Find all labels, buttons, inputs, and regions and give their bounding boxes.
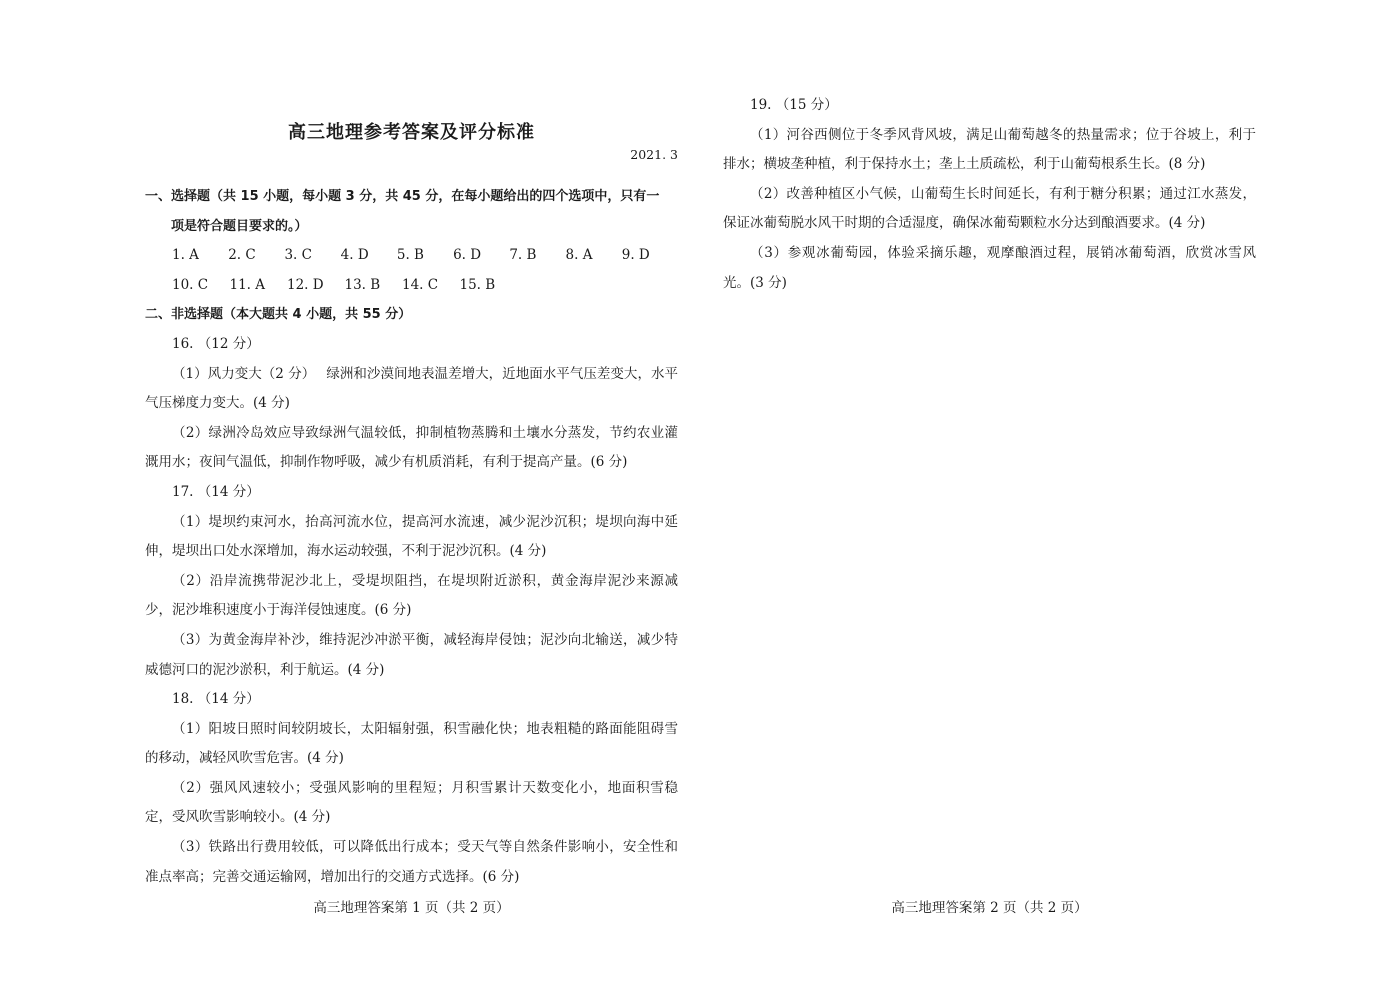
answer-item: 8. A [565,247,593,264]
question-16-answer-1: （1）风力变大（2 分） 绿洲和沙漠间地表温差增大，近地面水平气压差变大，水平气压梯度力变大。(4 分) [145,365,678,412]
answer-item: 6. D [453,247,482,264]
question-18-heading: 18. （14 分） [172,691,260,708]
page-2-body [723,91,1256,298]
answer-item: 2. C [228,247,256,264]
answer-item: 15. B [459,276,496,293]
question-18-answer-2: （2）强风风速较小；受强风影响的里程短；月积雪累计天数变化小，地面积雪稳定，受风吹雪影响较小。(4 分) [145,779,678,826]
section-1-heading-line-2: 项是符合题目要求的。） [171,218,308,234]
question-17-answer-2: （2）沿岸流携带泥沙北上，受堤坝阻挡，在堤坝附近淤积，黄金海岸泥沙来源减少，泥沙堆积速度小于海洋侵蚀速度。(6 分) [145,572,678,619]
answer-item: 9. D [621,247,650,264]
question-19-answer-2: （2）改善种植区小气候，山葡萄生长时间延长，有利于糖分积累；通过江水蒸发，保证冰葡萄脱水风干时期的合适湿度，确保冰葡萄颗粒水分达到酿酒要求。(4 分) [723,185,1256,232]
question-16-answer-2: （2）绿洲冷岛效应导致绿洲气温较低，抑制植物蒸腾和土壤水分蒸发，节约农业灌溉用水；夜间气温低，抑制作物呼吸，减少有机质消耗，有利于提高产量。(6 分) [145,424,678,471]
question-18-answer-1: （1）阳坡日照时间较阴坡长，太阳辐射强，积雪融化快；地表粗糙的路面能阻碍雪的移动，减轻风吹雪危害。(4 分) [145,720,678,767]
answer-item: 5. B [396,247,424,264]
question-18-answer-3: （3）铁路出行费用较低，可以降低出行成本；受天气等自然条件影响小，安全性和准点率高；完善交通运输网，增加出行的交通方式选择。(6 分) [145,839,678,885]
section-1-heading-line-1: 一、选择题（共 15 小题，每小题 3 分，共 45 分，在每小题给出的四个选项中，只有一 [145,189,660,204]
answer-row-1 [145,241,678,271]
answer-item: 13. B [344,276,381,293]
section-1-heading [145,182,678,241]
question-17-heading: 17. （14 分） [172,483,260,500]
question-17-answer-1: （1）堤坝约束河水，抬高河流水位，提高河水流速，减少泥沙沉积；堤坝向海中延伸，堤坝出口处水深增加，海水运动较强，不利于泥沙沉积。(4 分) [145,513,678,560]
page-1-footer: 高三地理答案第 1 页（共 2 页） [313,900,510,916]
answer-item: 7. B [509,247,537,264]
question-19-heading: 19. （15 分） [750,97,838,113]
answer-item: 11. A [229,276,266,293]
answer-item: 10. C [172,276,209,293]
document-date: 2021. 3 [630,147,678,162]
answer-row-2 [145,271,678,301]
question-16-heading: 16. （12 分） [172,335,260,352]
answer-item: 14. C [402,276,439,293]
answer-item: 3. C [284,247,312,264]
page-1-body [145,182,678,892]
question-17-answer-3: （3）为黄金海岸补沙，维持泥沙冲淤平衡，减轻海岸侵蚀；泥沙向北输送，减少特威德河口的泥沙淤积，利于航运。(4 分) [145,631,678,678]
question-19-answer-1: （1）河谷西侧位于冬季风背风坡，满足山葡萄越冬的热量需求；位于谷坡上，利于排水；横坡垄种植，利于保持水土；垄上土质疏松，利于山葡萄根系生长。(8 分) [723,126,1256,173]
page-2-footer: 高三地理答案第 2 页（共 2 页） [891,900,1088,916]
document-title: 高三地理参考答案及评分标准 [288,122,535,143]
answer-item: 4. D [340,247,369,264]
answer-item: 1. A [172,247,199,264]
section-2-heading: 二、非选择题（本大题共 4 小题，共 55 分） [145,307,412,323]
answer-item: 12. D [287,276,324,293]
question-19-answer-3: （3）参观冰葡萄园，体验采摘乐趣，观摩酿酒过程，展销冰葡萄酒，欣赏冰雪风光。(3 分) [723,244,1256,291]
